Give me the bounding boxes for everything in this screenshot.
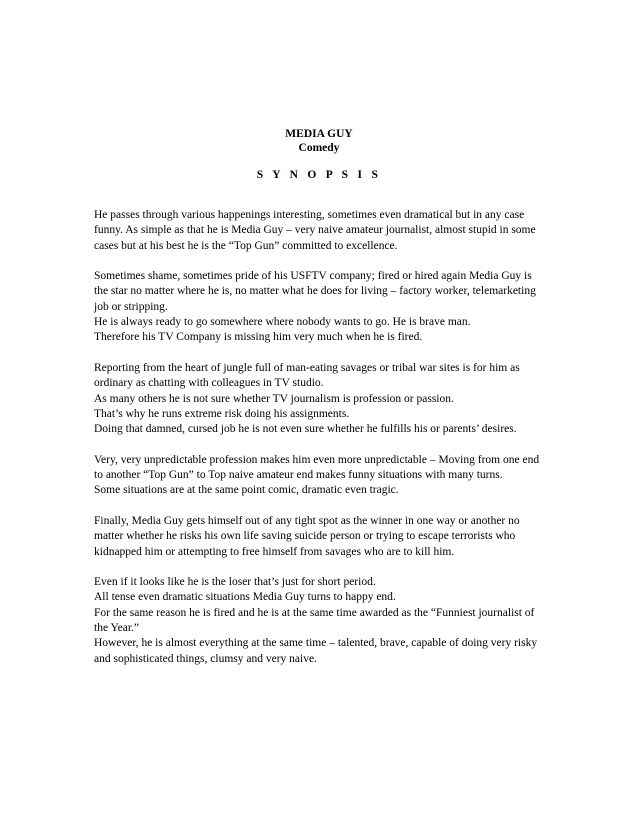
paragraph-line: Doing that damned, cursed job he is not even sure whether he fulfills his or parents’ desires.	[94, 423, 517, 436]
paragraph-line: For the same reason he is fired and he is at the same time awarded as the “Funniest journalist of	[94, 606, 535, 619]
paragraph-line: Very, very unpredictable profession makes him even more unpredictable – Moving from one end	[94, 453, 540, 466]
synopsis-body	[94, 208, 544, 682]
synopsis-paragraph	[94, 453, 544, 499]
paragraph-line: job or stripping.	[94, 300, 168, 313]
paragraph-line: and sophisticated things, clumsy and very naive.	[94, 652, 317, 665]
synopsis-paragraph	[94, 208, 544, 254]
paragraph-line: ordinary as chatting with colleagues in TV studio.	[94, 377, 324, 390]
paragraph-line: All tense even dramatic situations Media Guy turns to happy end.	[94, 591, 396, 604]
paragraph-line: However, he is almost everything at the same time – talented, brave, capable of doing very risky	[94, 637, 538, 650]
synopsis-paragraph	[94, 269, 544, 345]
paragraph-line: Even if it looks like he is the loser that’s just for short period.	[94, 576, 376, 589]
synopsis-paragraph	[94, 514, 544, 560]
paragraph-line: Reporting from the heart of jungle full of man-eating savages or tribal war sites is for him as	[94, 361, 520, 374]
paragraph-line: Finally, Media Guy gets himself out of any tight spot as the winner in one way or another no	[94, 514, 520, 527]
paragraph-line: kidnapped him or attempting to free himself from savages who are to kill him.	[94, 545, 455, 558]
paragraph-line: the star no matter where he is, no matter what he does for living – factory worker, telemarketing	[94, 285, 536, 298]
paragraph-line: to another “Top Gun” to Top naive amateur end makes funny situations with many turns.	[94, 469, 503, 482]
paragraph-line: He passes through various happenings interesting, sometimes even dramatical but in any case	[94, 209, 525, 221]
paragraph-line: Therefore his TV Company is missing him very much when he is fired.	[94, 331, 423, 344]
paragraph-line: Some situations are at the same point comic, dramatic even tragic.	[94, 484, 399, 497]
document-genre: Comedy	[298, 142, 340, 154]
paragraph-line: matter whether he risks his own life saving suicide person or trying to escape terrorists who	[94, 530, 516, 543]
paragraph-line: Sometimes shame, sometimes pride of his USFTV company; fired or hired again Media Guy is	[94, 270, 532, 283]
paragraph-line: the Year.”	[94, 622, 140, 635]
document-title: MEDIA GUY	[285, 128, 353, 140]
paragraph-line: cases but at his best he is the “Top Gun” committed to excellence.	[94, 239, 398, 252]
synopsis-paragraph	[94, 575, 544, 667]
paragraph-line: He is always ready to go somewhere where nobody wants to go. He is brave man.	[94, 316, 471, 329]
synopsis-paragraph	[94, 361, 544, 437]
paragraph-line: As many others he is not sure whether TV journalism is profession or passion.	[94, 392, 454, 405]
synopsis-heading: S Y N O P S I S	[256, 169, 382, 181]
paragraph-line: That’s why he runs extreme risk doing his assignments.	[94, 407, 350, 420]
paragraph-line: funny. As simple as that he is Media Guy – very naive amateur journalist, almost stupid in some	[94, 224, 536, 237]
